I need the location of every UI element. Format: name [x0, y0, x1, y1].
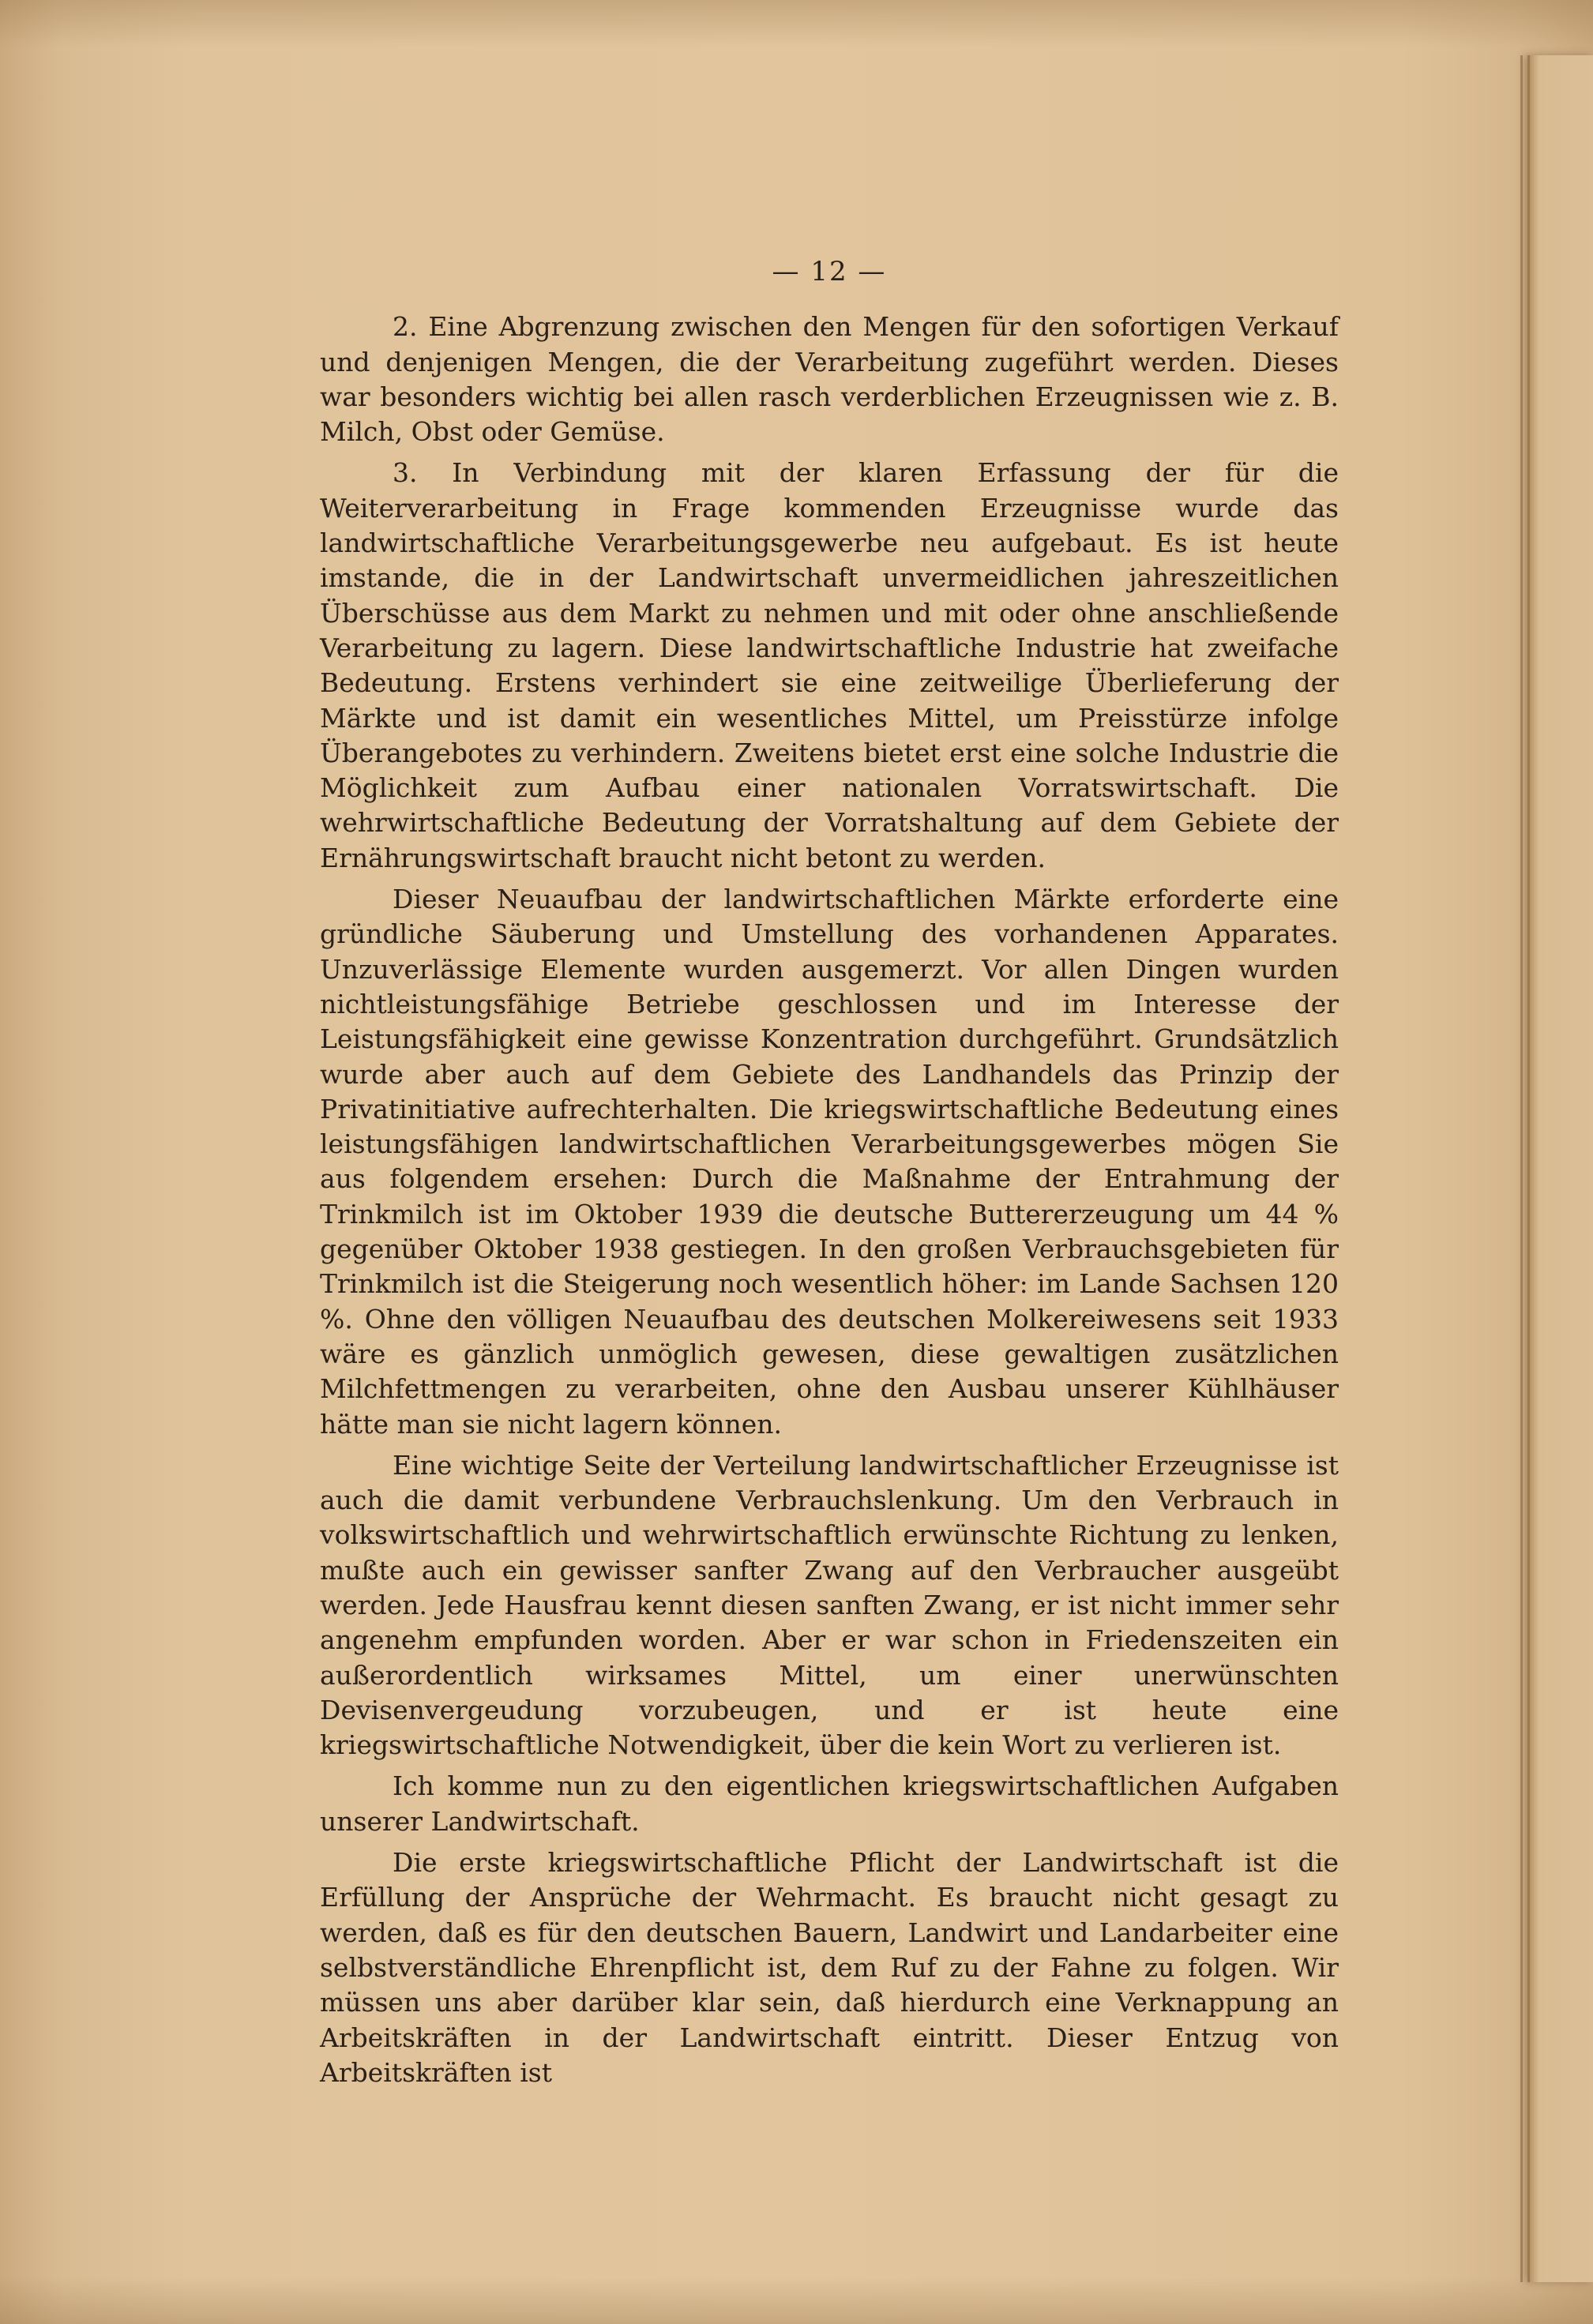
adjacent-page-edge	[1527, 55, 1593, 2282]
paragraph-5: Ich komme nun zu den eigentlichen kriegswirtschaftlichen Aufgaben unserer Landwirtschaft.	[320, 1770, 1339, 1837]
paragraph-6: Die erste kriegswirtschaftliche Pflicht der Landwirtschaft ist die Erfüllung der Ansprüche der Wehrmacht. Es braucht nicht gesagt zu werden, daß es für den deutschen Bauern, Landwirt und Landarbeiter eine selbstverständliche Ehrenpflicht ist, dem Ruf zu der Fahne zu folgen. Wir müssen uns aber darüber klar sein, daß hierdurch eine Verknappung an Arbeitskräften in der Landwirtschaft eintritt. Dieser Entzug von Arbeitskräften ist	[320, 1847, 1339, 2088]
paragraph-4: Eine wichtige Seite der Verteilung landwirtschaftlicher Erzeugnisse ist auch die damit verbundene Verbrauchslenkung. Um den Verbrauch in volkswirtschaftlich und wehrwirtschaftlich erwünschte Richtung zu lenken, mußte auch ein gewisser sanfter Zwang auf den Verbraucher ausgeübt werden. Jede Hausfrau kennt diesen sanften Zwang, er ist nicht immer sehr angenehm empfunden worden. Aber er war schon in Friedenszeiten ein außerordentlich wirksames Mittel, um einer unerwünschten Devisenvergeudung vorzubeugen, und er ist heute eine kriegswirtschaftliche Notwendigkeit, über die kein Wort zu verlieren ist.	[320, 1449, 1339, 1761]
page-shadow-top	[0, 0, 1593, 47]
page-fold-line	[1520, 55, 1523, 2282]
page-shadow-bottom	[0, 2277, 1593, 2324]
paragraph-1: 2. Eine Abgrenzung zwischen den Mengen für den sofortigen Verkauf und denjenigen Mengen, die der Verarbeitung zugeführt werden. Dieses war besonders wichtig bei allen rasch verderblichen Erzeugnissen wie z. B. Milch, Obst oder Gemüse.	[320, 311, 1339, 448]
page-text	[320, 254, 1339, 2090]
paragraph-3: Dieser Neuaufbau der landwirtschaftlichen Märkte erforderte eine gründliche Säuberung und Umstellung des vorhandenen Apparates. Unzuverlässige Elemente wurden ausgemerzt. Vor allen Dingen wurden nichtleistungsfähige Betriebe geschlossen und im Interesse der Leistungsfähigkeit eine gewisse Konzentration durchgeführt. Grundsätzlich wurde aber auch auf dem Gebiete des Landhandels das Prinzip der Privatinitiative aufrechterhalten. Die kriegswirtschaftliche Bedeutung eines leistungsfähigen landwirtschaftlichen Verarbeitungsgewerbes mögen Sie aus folgendem ersehen: Durch die Maßnahme der Entrahmung der Trinkmilch ist im Oktober 1939 die deutsche Buttererzeugung um 44 % gegenüber Oktober 1938 gestiegen. In den großen Verbrauchsgebieten für Trinkmilch ist die Steigerung noch wesentlich höher: im Lande Sachsen 120 %. Ohne den völligen Neuaufbau des deutschen Molkereiwesens seit 1933 wäre es gänzlich unmöglich gewesen, diese gewaltigen zusätzlichen Milchfettmengen zu verarbeiten, ohne den Ausbau unserer Kühlhäuser hätte man sie nicht lagern können.	[320, 884, 1339, 1440]
page-number: — 12 —	[772, 256, 887, 287]
paragraph-2: 3. In Verbindung mit der klaren Erfassung der für die Weiterverarbeitung in Frage kommenden Erzeugnisse wurde das landwirtschaftliche Verarbeitungsgewerbe neu aufgebaut. Es ist heute imstande, die in der Landwirtschaft unvermeidlichen jahreszeitlichen Überschüsse aus dem Markt zu nehmen und mit oder ohne anschließende Verarbeitung zu lagern. Diese landwirtschaftliche Industrie hat zweifache Bedeutung. Erstens verhindert sie eine zeitweilige Überlieferung der Märkte und ist damit ein wesentliches Mittel, um Preisstürze infolge Überangebotes zu verhindern. Zweitens bietet erst eine solche Industrie die Möglichkeit zum Aufbau einer nationalen Vorratswirtschaft. Die wehrwirtschaftliche Bedeutung der Vorratshaltung auf dem Gebiete der Ernährungswirtschaft braucht nicht betont zu werden.	[320, 457, 1339, 873]
